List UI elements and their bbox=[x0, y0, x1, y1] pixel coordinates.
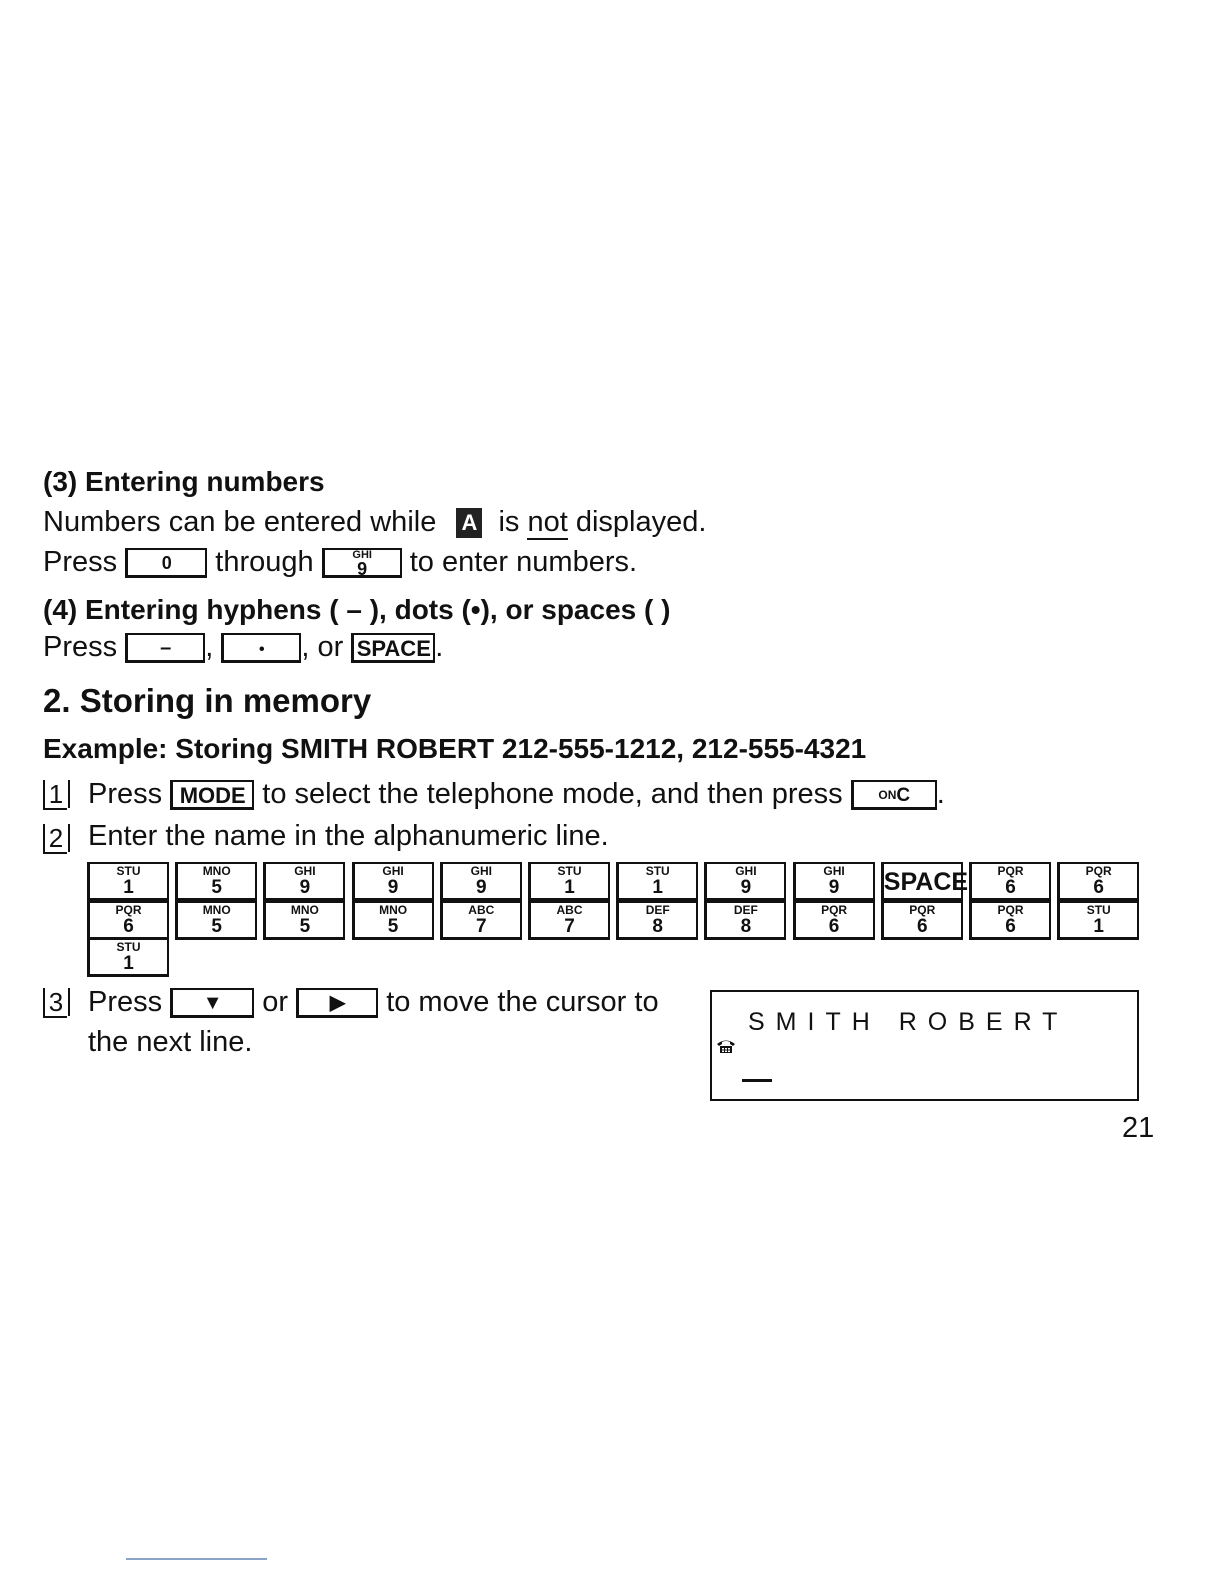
period: . bbox=[936, 778, 945, 810]
section-2-heading: 2. Storing in memory bbox=[43, 682, 372, 719]
key-letters: STU bbox=[557, 864, 582, 878]
step-2-text: Enter the name in the alphanumeric line. bbox=[88, 820, 609, 852]
key-9 bbox=[440, 862, 522, 901]
line1-post: displayed. bbox=[575, 506, 707, 538]
step-2-number: 2 bbox=[43, 824, 67, 854]
key-letters: GHI bbox=[470, 864, 492, 878]
line1-not: not bbox=[527, 506, 568, 538]
step-3-number: 3 bbox=[43, 988, 67, 1018]
key-number: 5 bbox=[211, 916, 222, 937]
key-9 bbox=[263, 862, 345, 901]
step-1-mid: to select the telephone mode, and then press bbox=[262, 778, 843, 810]
key-letters: PQR bbox=[997, 903, 1024, 917]
key-letters: PQR bbox=[115, 903, 142, 917]
key-letters: GHI bbox=[294, 864, 316, 878]
key-5 bbox=[352, 901, 434, 940]
key-letters: GHI bbox=[735, 864, 757, 878]
key-0: 0 bbox=[125, 548, 207, 578]
key-letters: ABC bbox=[468, 903, 495, 917]
key-letters: PQR bbox=[1085, 864, 1112, 878]
key-1 bbox=[616, 862, 698, 901]
press-label: Press bbox=[88, 986, 163, 1018]
key-number: 6 bbox=[828, 916, 840, 937]
key-1 bbox=[528, 862, 610, 901]
key-7 bbox=[528, 901, 610, 940]
key-9 bbox=[793, 862, 875, 901]
key-number: 1 bbox=[1093, 916, 1104, 937]
key-number: 7 bbox=[564, 916, 575, 937]
key-letters: DEF bbox=[733, 903, 758, 917]
key-letters: PQR bbox=[821, 903, 848, 917]
key-number: 6 bbox=[123, 916, 134, 937]
key-1 bbox=[87, 862, 169, 901]
key-letters: STU bbox=[116, 864, 141, 878]
key-hyphen: – bbox=[125, 633, 205, 663]
key-letters: STU bbox=[645, 864, 670, 878]
or-label: , or bbox=[301, 631, 344, 663]
key-number: 9 bbox=[828, 877, 840, 898]
key-onc: $^{ON}$C bbox=[851, 780, 937, 810]
section-3-heading: (3) Entering numbers bbox=[43, 466, 325, 497]
press-label: Press bbox=[88, 778, 163, 810]
key-9: GHI 9 bbox=[322, 548, 402, 578]
comma: , bbox=[205, 631, 214, 663]
key-6 bbox=[969, 862, 1051, 901]
key-6 bbox=[969, 901, 1051, 940]
key-letters: STU bbox=[116, 940, 141, 954]
period: . bbox=[435, 631, 444, 663]
key-5 bbox=[263, 901, 345, 940]
key-label: SPACE bbox=[883, 868, 969, 896]
key-8 bbox=[616, 901, 698, 940]
through-label: through bbox=[215, 546, 314, 578]
key-number: 6 bbox=[1005, 916, 1016, 937]
press-label: Press bbox=[43, 631, 118, 663]
step-3-text-line-1 bbox=[88, 986, 659, 1019]
section-4-heading: (4) Entering hyphens ( – ), dots (•), or spaces ( ) bbox=[43, 594, 671, 625]
display-text: SMITH ROBERT bbox=[748, 1008, 1069, 1036]
key-letters: PQR bbox=[909, 903, 936, 917]
key-number: 8 bbox=[740, 916, 752, 937]
step-3-text-1: to move the cursor to bbox=[386, 986, 659, 1018]
key-7 bbox=[440, 901, 522, 940]
key-number: 8 bbox=[652, 916, 663, 937]
key-number: 5 bbox=[299, 916, 311, 937]
section-3-line-1 bbox=[43, 506, 706, 539]
key-letters: MNO bbox=[290, 903, 319, 917]
or-label: or bbox=[262, 986, 289, 1018]
key-letters: GHI bbox=[382, 864, 404, 878]
text-cursor bbox=[742, 1079, 772, 1082]
section-4-line bbox=[43, 631, 443, 664]
key-number: 1 bbox=[564, 877, 575, 898]
key-space bbox=[881, 862, 969, 901]
section-3-line-2 bbox=[43, 546, 637, 579]
key-number: 9 bbox=[299, 877, 311, 898]
key-letters: GHI bbox=[823, 864, 845, 878]
key-right-arrow: ▶ bbox=[296, 988, 378, 1018]
key-1 bbox=[1057, 901, 1139, 940]
key-9 bbox=[352, 862, 434, 901]
key-number: 7 bbox=[476, 916, 487, 937]
key-number: 1 bbox=[123, 877, 134, 898]
key-number: 1 bbox=[123, 953, 134, 974]
line1-is: is bbox=[498, 506, 520, 538]
key-number: 6 bbox=[917, 916, 928, 937]
key-space: SPACE bbox=[351, 633, 435, 663]
key-6 bbox=[793, 901, 875, 940]
page-number: 21 bbox=[1122, 1112, 1155, 1144]
key-letters: ABC bbox=[556, 903, 583, 917]
key-number: 5 bbox=[387, 916, 399, 937]
telephone-icon bbox=[716, 1038, 736, 1054]
lcd-display bbox=[710, 990, 1139, 1101]
step-1-number: 1 bbox=[43, 780, 67, 810]
key-letters: MNO bbox=[202, 864, 231, 878]
example-line: Example: Storing SMITH ROBERT 212-555-1212, 212-555-4321 bbox=[43, 733, 867, 764]
key-letters: STU bbox=[1086, 903, 1111, 917]
key-number: 5 bbox=[211, 877, 222, 898]
key-8 bbox=[704, 901, 786, 940]
key-down-arrow: ▼ bbox=[170, 988, 254, 1018]
key-number: 9 bbox=[740, 877, 752, 898]
key-1 bbox=[87, 938, 169, 977]
key-5 bbox=[175, 862, 257, 901]
key-letters: MNO bbox=[379, 903, 408, 917]
key-9 bbox=[704, 862, 786, 901]
footer-rule bbox=[126, 1558, 267, 1560]
key-6 bbox=[881, 901, 963, 940]
step-3-text-line-2: the next line. bbox=[88, 1026, 253, 1058]
key-number: 1 bbox=[652, 877, 663, 898]
key-6 bbox=[87, 901, 169, 940]
key-letters: MNO bbox=[202, 903, 231, 917]
key-6 bbox=[1057, 862, 1139, 901]
key-dot: • bbox=[221, 633, 301, 663]
step-1-text bbox=[88, 778, 945, 811]
line1-pre: Numbers can be entered while bbox=[43, 506, 437, 538]
key-number: 6 bbox=[1093, 877, 1104, 898]
line2-post: to enter numbers. bbox=[409, 546, 638, 578]
key-5 bbox=[175, 901, 257, 940]
key-mode: MODE bbox=[170, 780, 254, 810]
press-label: Press bbox=[43, 546, 118, 578]
key-number: 9 bbox=[476, 877, 487, 898]
alpha-mode-indicator-icon: A bbox=[456, 508, 482, 538]
key-number: 9 bbox=[387, 877, 399, 898]
key-number: 6 bbox=[1005, 877, 1016, 898]
key-letters: DEF bbox=[645, 903, 670, 917]
key-letters: PQR bbox=[997, 864, 1024, 878]
